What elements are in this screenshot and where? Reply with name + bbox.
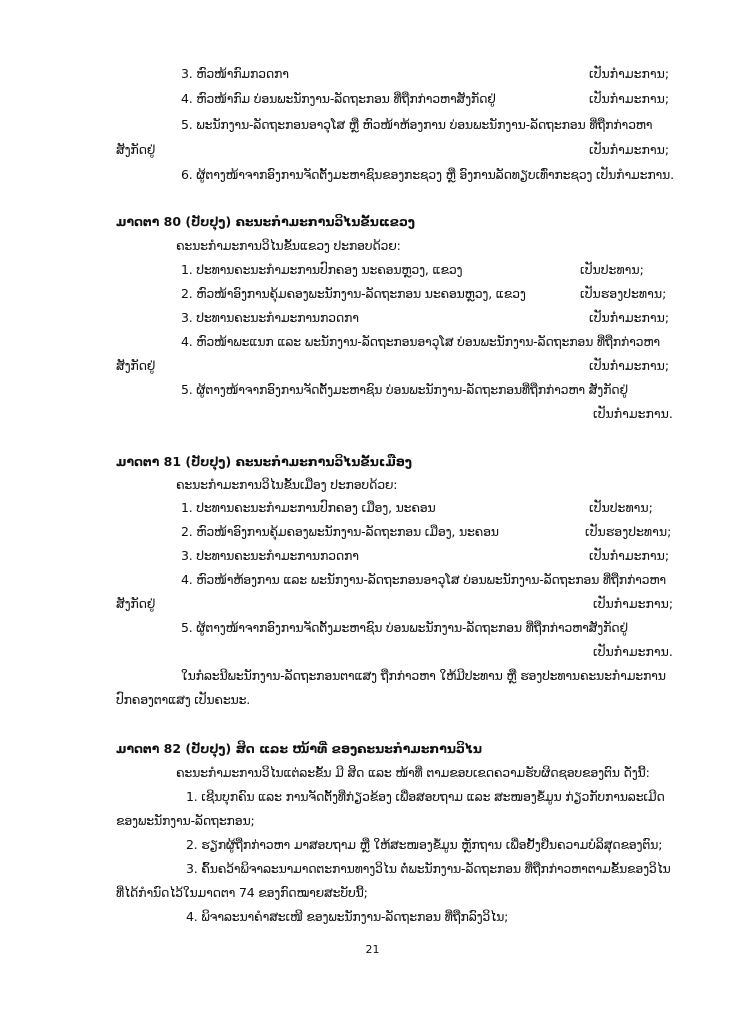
- art80-item4-role: ເປັນກຳມະການ;: [589, 358, 670, 373]
- art79-item3-role: ເປັນກຳມະການ;: [589, 66, 670, 81]
- art82-intro: ຄະນະກຳມະການວິໄນແຕ່ລະຂັ້ນ ມີ ສິດ ແລະ ໜ້າທີ່ ຕາມຂອບເຂດຄວາມຮັບຜິດຊອບຂອງຕົນ ດັ່ງນີ້:: [176, 765, 650, 780]
- art81-item2-role: ເປັນຮອງປະທານ;: [585, 524, 672, 539]
- art79-item4: 4. ຫົວໜ້າກົມ ບ່ອນພະນັກງານ-ລັດຖະກອນ ທີ່ຖືກກ່າວຫາສັງກັດຢູ່: [181, 91, 496, 106]
- art80-item3: 3. ປະທານຄະນະກຳມະການກວດກາ: [181, 310, 359, 325]
- art80-item4-line2: ສັງກັດຢູ່: [116, 358, 156, 373]
- art82-item1-line2: ຂອງພະນັກງານ-ລັດຖະກອນ;: [116, 813, 255, 828]
- art81-item5: 5. ຜູ້ຕາງໜ້າຈາກອົງການຈັດຕັ້ງມະຫາຊົນ ບ່ອນພະນັກງານ-ລັດຖະກອນ ທີ່ຖືກກ່າວຫາສັງກັດຢູ່: [181, 620, 628, 635]
- art82-item2: 2. ຮຽກຜູ້ຖືກກ່າວຫາ ມາສອບຖາມ ຫຼື ໃຫ້ສະໜອງຂໍ້ມູນ ຫຼັກຖານ ເພື່ອຢັ້ງຢືນຄວາມບໍລິສຸດຂອງຕົນ;: [186, 837, 663, 852]
- art80-item2: 2. ຫົວໜ້າອົງການຄຸ້ມຄອງພະນັກງານ-ລັດຖະກອນ ນະຄອນຫຼວງ, ແຂວງ: [181, 286, 526, 301]
- art82-title: ມາດຕາ 82 (ປັບປຸງ) ສິດ ແລະ ໜ້າທີ່ ຂອງຄະນະກຳມະການວິໄນ: [116, 741, 483, 756]
- art81-item1: 1. ປະທານຄະນະກຳມະການປົກຄອງ ເມືອງ, ນະຄອນ: [181, 500, 436, 515]
- art79-item5-role: ເປັນກຳມະການ;: [589, 142, 670, 157]
- art80-item1-role: ເປັນປະທານ;: [580, 262, 644, 277]
- art81-item3: 3. ປະທານຄະນະກຳມະການກວດກາ: [181, 548, 359, 563]
- art80-item4-line1: 4. ຫົວໜ້າພະແນກ ແລະ ພະນັກງານ-ລັດຖະກອນອາວຸໂສ ບ່ອນພະນັກງານ-ລັດຖະກອນ ທີ່ຖືກກ່າວຫາ: [181, 334, 660, 349]
- art80-item2-role: ເປັນຮອງປະທານ;: [580, 286, 667, 301]
- art81-item3-role: ເປັນກຳມະການ;: [589, 548, 670, 563]
- art82-item3-line1: 3. ຄົ້ນຄວ້າພິຈາລະນາມາດຕະການທາງວິໄນ ຕໍ່ພະນັກງານ-ລັດຖະກອນ ທີ່ຖືກກ່າວຫາຕາມຂັ້ນຂອງວິໄນ: [186, 861, 671, 876]
- art81-item4-line1: 4. ຫົວໜ້າຫ້ອງການ ແລະ ພະນັກງານ-ລັດຖະກອນອາວຸໂສ ບ່ອນພະນັກງານ-ລັດຖະກອນ ທີ່ຖືກກ່າວຫາ: [181, 572, 666, 587]
- art81-item2: 2. ຫົວໜ້າອົງການຄຸ້ມຄອງພະນັກງານ-ລັດຖະກອນ ເມືອງ, ນະຄອນ: [181, 524, 499, 539]
- art81-item4-line2: ສັງກັດຢູ່: [116, 596, 156, 611]
- art80-item5: 5. ຜູ້ຕາງໜ້າຈາກອົງການຈັດຕັ້ງມະຫາຊົນ ບ່ອນພະນັກງານ-ລັດຖະກອນທີ່ຖືກກ່າວຫາ ສັງກັດຢູ່: [181, 382, 628, 397]
- art79-item6: 6. ຜູ້ຕາງໜ້າຈາກອົງການຈັດຕັ້ງມະຫາຊົນຂອງກະຊວງ ຫຼື ອົງການລັດທຽບເທົ່າກະຊວງ ເປັນກຳມະການ.: [181, 167, 674, 182]
- art81-item1-role: ເປັນປະທານ;: [589, 500, 653, 515]
- page-number: 21: [365, 943, 380, 956]
- art80-title: ມາດຕາ 80 (ປັບປຸງ) ຄະນະກຳມະການວິໄນຂັ້ນແຂວງ: [116, 214, 416, 229]
- art80-intro: ຄະນະກຳມະການວິໄນຂັ້ນແຂວງ ປະກອບດ້ວຍ:: [176, 238, 401, 253]
- art82-item1-line1: 1. ເຊີນບຸກຄົນ ແລະ ການຈັດຕັ້ງທີ່ກ່ຽວຂ້ອງ ເພື່ອສອບຖາມ ແລະ ສະໜອງຂໍ້ມູນ ກ່ຽວກັບການລະເມີດ: [186, 789, 665, 804]
- art79-item3: 3. ຫົວໜ້າກົມກວດກາ: [181, 66, 289, 81]
- art80-item3-role: ເປັນກຳມະການ;: [589, 310, 670, 325]
- art82-item3-line2: ທີ່ໄດ້ກຳນົດໄວ້ໃນມາດຕາ 74 ຂອງກົດໝາຍສະບັບນີ້;: [116, 885, 368, 900]
- art81-item5-role: ເປັນກຳມະການ.: [593, 644, 673, 659]
- art82-item4: 4. ພິຈາລະນາຄຳສະເໜີ ຂອງພະນັກງານ-ລັດຖະກອນ ທີ່ຖືກລົງວິໄນ;: [186, 909, 509, 924]
- art80-item5-role: ເປັນກຳມະການ.: [593, 406, 673, 421]
- art81-title: ມາດຕາ 81 (ປັບປຸງ) ຄະນະກຳມະການວິໄນຂັ້ນເມືອງ: [116, 454, 412, 469]
- art79-item5-line2: ສັງກັດຢູ່: [116, 142, 156, 157]
- art80-item1: 1. ປະທານຄະນະກຳມະການປົກຄອງ ນະຄອນຫຼວງ, ແຂວງ: [181, 262, 463, 277]
- art81-item4-role: ເປັນກຳມະການ;: [593, 596, 674, 611]
- art81-note-line2: ປົກຄອງຕາແສງ ເປັນຄະນະ.: [116, 692, 251, 707]
- art81-note-line1: ໃນກໍລະນີພະນັກງານ-ລັດຖະກອນຕາແສງ ຖືກກ່າວຫາ ໃຫ້ມີປະທານ ຫຼື ຮອງປະທານຄະນະກຳມະການ: [181, 668, 666, 683]
- art79-item5-line1: 5. ພະນັກງານ-ລັດຖະກອນອາວຸໂສ ຫຼື ຫົວໜ້າຫ້ອງການ ບ່ອນພະນັກງານ-ລັດຖະກອນ ທີ່ຖືກກ່າວຫາ: [181, 117, 653, 132]
- art79-item4-role: ເປັນກຳມະການ;: [589, 91, 670, 106]
- art81-intro: ຄະນະກຳມະການວິໄນຂັ້ນເມືອງ ປະກອບດ້ວຍ:: [176, 477, 398, 492]
